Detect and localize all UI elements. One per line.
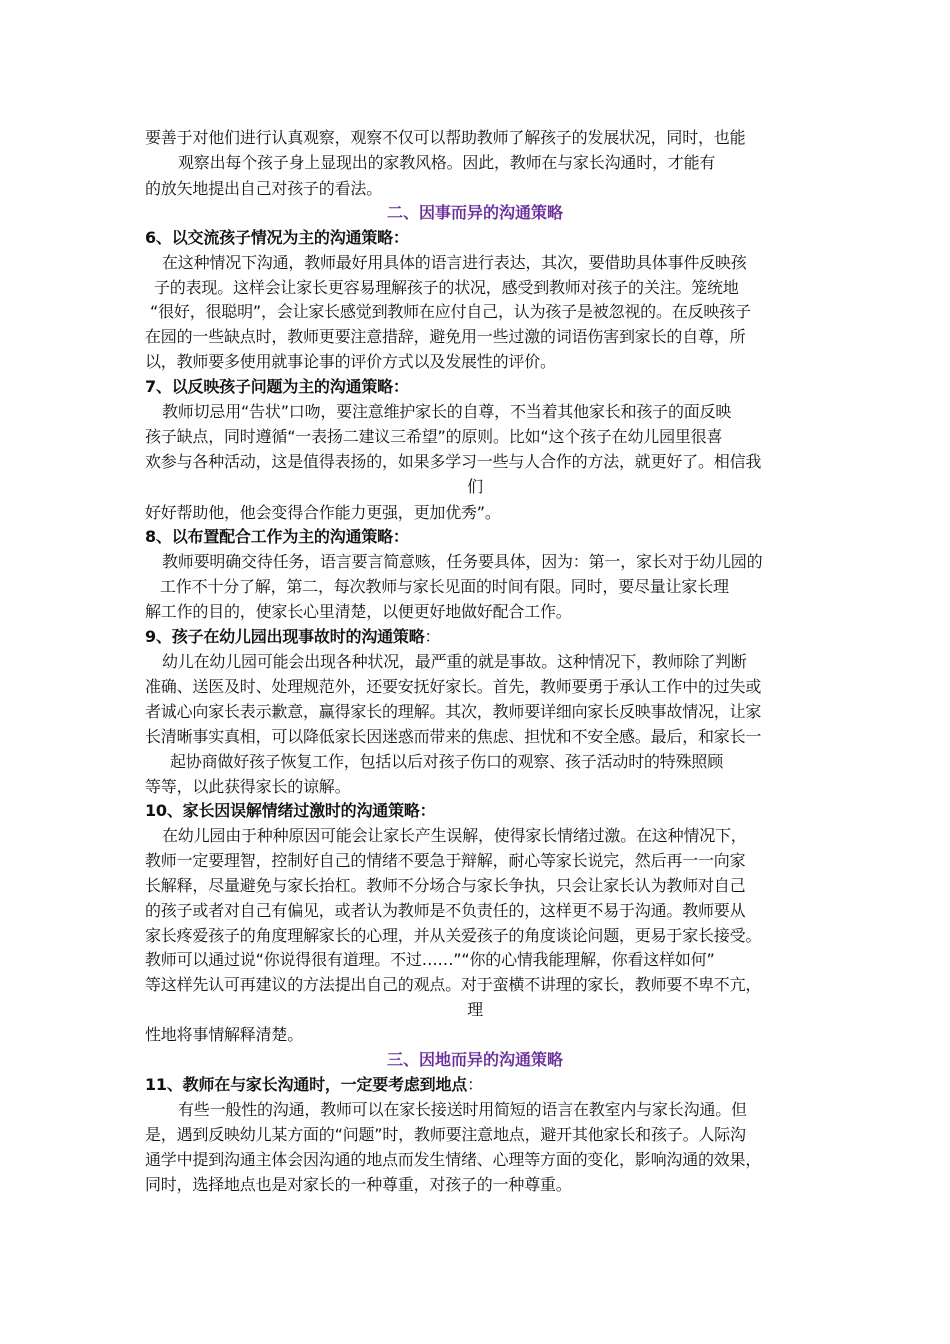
item-heading-text: 11、教师在与家长沟通时，一定要考虑到地点: [145, 1075, 468, 1094]
item-heading: 8、以布置配合工作为主的沟通策略：: [145, 527, 409, 546]
item-heading-text: 9、孩子在幼儿园出现事故时的沟通策略: [145, 627, 425, 646]
item-heading: 10、家长因误解情绪过激时的沟通策略：: [145, 801, 436, 820]
paragraph-line: 的放矢地提出自己对孩子的看法。: [145, 179, 383, 198]
paragraph-line: 工作不十分了解，第二，每次教师与家长见面的时间有限。同时，要尽量让家长理: [160, 577, 729, 596]
paragraph-line: 孩子缺点，同时遵循“一表扬二建议三希望”的原则。比如“这个孩子在幼儿园里很喜: [145, 427, 723, 446]
item-heading-colon: ：: [424, 627, 441, 646]
item-heading: [145, 627, 820, 647]
paragraph-line: 教师一定要理智，控制好自己的情绪不要急于辩解，耐心等家长说完，然后再一一向家: [145, 851, 746, 870]
paragraph-line: 起协商做好孩子恢复工作，包括以后对孩子伤口的观察、孩子活动时的特殊照顾: [170, 752, 724, 771]
paragraph-line: 在这种情况下沟通，教师最好用具体的语言进行表达，其次，要借助具体事件反映孩: [162, 253, 747, 272]
paragraph-line: 观察出每个孩子身上显现出的家教风格。因此，教师在与家长沟通时，才能有: [178, 153, 716, 172]
item-heading: 6、以交流孩子情况为主的沟通策略：: [145, 228, 409, 247]
paragraph-line: 长解释，尽量避免与家长抬杠。教师不分场合与家长争执，只会让家长认为教师对自己: [145, 876, 746, 895]
paragraph-line: 是，遇到反映幼儿某方面的“问题”时，教师要注意地点，避开其他家长和孩子。人际沟: [145, 1125, 746, 1144]
paragraph-line: 理: [467, 1000, 483, 1019]
paragraph-line: 同时，选择地点也是对家长的一种尊重，对孩子的一种尊重。: [145, 1175, 572, 1194]
paragraph-line: 性地将事情解释清楚。: [145, 1025, 304, 1044]
paragraph-line: 要善于对他们进行认真观察，观察不仅可以帮助教师了解孩子的发展状况，同时，也能: [145, 128, 746, 147]
paragraph-line: 有些一般性的沟通，教师可以在家长接送时用简短的语言在教室内与家长沟通。但: [178, 1100, 747, 1119]
paragraph-line: 幼儿在幼儿园可能会出现各种状况，最严重的就是事故。这种情况下，教师除了判断: [162, 652, 747, 671]
paragraph-line: 们: [467, 477, 483, 496]
paragraph-line: 欢参与各种活动，这是值得表扬的，如果多学习一些与人合作的方法，就更好了。相信我: [145, 452, 762, 471]
paragraph-line: 教师可以通过说“你说得很有道理。不过……”“你的心情我能理解，你看这样如何”: [145, 950, 715, 969]
paragraph-line: 教师切忌用“告状”口吻，要注意维护家长的自尊，不当着其他家长和孩子的面反映: [162, 402, 732, 421]
paragraph-line: 子的表现。这样会让家长更容易理解孩子的状况，感受到教师对孩子的关注。笼统地: [154, 278, 739, 297]
paragraph-line: 的孩子或者对自己有偏见，或者认为教师是不负责任的，这样更不易于沟通。教师要从: [145, 901, 746, 920]
paragraph-line: 等等，以此获得家长的谅解。: [145, 777, 351, 796]
item-heading: [145, 1075, 820, 1095]
paragraph-line: 教师要明确交待任务，语言要言简意赅，任务要具体，因为：第一，家长对于幼儿园的: [162, 552, 763, 571]
paragraph-line: 长清晰事实真相，可以降低家长因迷惑而带来的焦虑、担忧和不安全感。最后，和家长一: [145, 727, 762, 746]
item-heading: 7、以反映孩子问题为主的沟通策略：: [145, 377, 409, 396]
section-heading: 二、因事而异的沟通策略: [386, 203, 563, 222]
paragraph-line: 在园的一些缺点时，教师更要注意措辞，避免用一些过激的词语伤害到家长的自尊，所: [145, 327, 746, 346]
paragraph-line: 者诚心向家长表示歉意，赢得家长的理解。其次，教师要详细向家长反映事故情况，让家: [145, 702, 762, 721]
paragraph-line: 在幼儿园由于种种原因可能会让家长产生误解，使得家长情绪过激。在这种情况下，: [162, 826, 747, 845]
paragraph-line: 家长疼爱孩子的角度理解家长的心理，并从关爱孩子的角度谈论问题，更易于家长接受。: [145, 926, 762, 945]
paragraph-line: 通学中提到沟通主体会因沟通的地点而发生情绪、心理等方面的变化，影响沟通的效果，: [145, 1150, 762, 1169]
paragraph-line: 等这样先认可再建议的方法提出自己的观点。对于蛮横不讲理的家长，教师要不卑不亢，: [145, 975, 762, 994]
section-heading: 三、因地而异的沟通策略: [386, 1050, 563, 1069]
paragraph-line: 准确、送医及时、处理规范外，还要安抚好家长。首先，教师要勇于承认工作中的过失或: [145, 677, 762, 696]
item-heading-colon: ：: [467, 1075, 483, 1094]
paragraph-line: 好好帮助他，他会变得合作能力更强，更加优秀”。: [145, 503, 501, 522]
paragraph-line: 以，教师要多使用就事论事的评价方式以及发展性的评价。: [145, 352, 556, 371]
paragraph-line: 解工作的目的，使家长心里清楚，以便更好地做好配合工作。: [145, 602, 572, 621]
paragraph-line: “很好，很聪明”，会让家长感觉到教师在应付自己，认为孩子是被忽视的。在反映孩子: [150, 302, 751, 321]
